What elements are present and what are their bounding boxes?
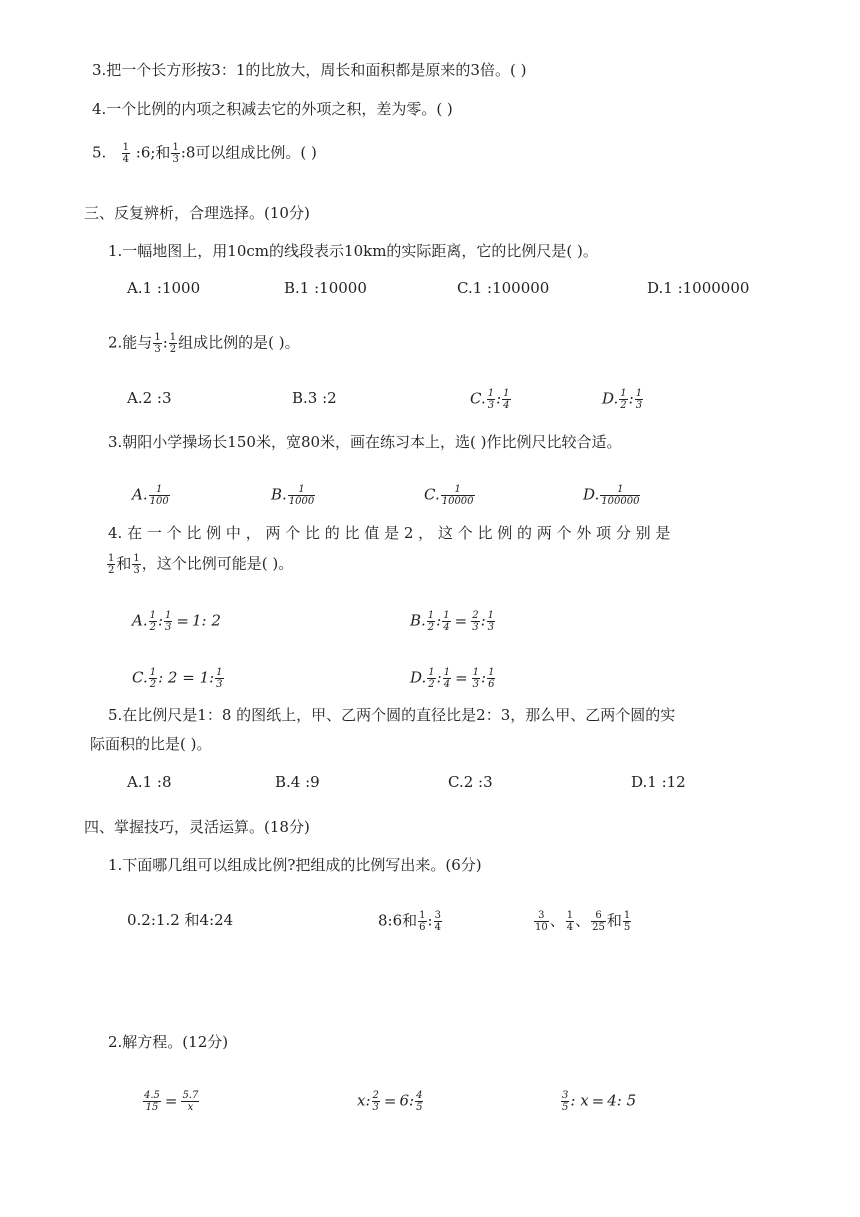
choice-q3: 3.朝阳小学操场长150米，宽80米，画在练习本上，选( )作比例尺比较合适。 bbox=[108, 433, 622, 451]
choice-q3-option-a: A. $\frac{1}{100}$ bbox=[132, 484, 169, 507]
choice-q5-option-d: D.1 :12 bbox=[631, 773, 686, 791]
choice-q5-line2: 际面积的比是( )。 bbox=[90, 735, 212, 753]
judge-q5: 5. $\frac{1}{4}$ :6;和 $\frac{1}{3}$ :8可以组成比例。( ) bbox=[92, 142, 317, 165]
choice-q5-option-c: C.2 :3 bbox=[448, 773, 493, 791]
choice-q3-option-b: B. $\frac{1}{1000}$ bbox=[271, 484, 315, 507]
choice-q1-option-c: C.1 :100000 bbox=[457, 279, 550, 297]
choice-q4-line2: $\frac{1}{2}$ 和 $\frac{1}{3}$ ，这个比例可能是( )。 bbox=[108, 553, 294, 576]
equation-2: x: $\frac{2}{3}$ = 6: $\frac{4}{5}$ bbox=[357, 1090, 423, 1113]
choice-q4-option-b: B. $\frac{1}{2}$ : $\frac{1}{4}$ = $\frac{2}{3}$ : $\frac{1}{3}$ bbox=[410, 610, 494, 633]
judge-q3: 3.把一个长方形按3：1的比放大，周长和面积都是原来的3倍。( ) bbox=[92, 61, 527, 79]
choice-q3-option-d: D. $\frac{1}{100000}$ bbox=[583, 484, 640, 507]
choice-q3-option-c: C. $\frac{1}{10000}$ bbox=[424, 484, 474, 507]
judge-q4: 4.一个比例的内项之积减去它的外项之积，差为零。( ) bbox=[92, 100, 453, 118]
choice-q4-option-c: C. $\frac{1}{2}$ : 2 = 1: $\frac{1}{3}$ bbox=[132, 667, 223, 690]
choice-q2-option-a: A.2 :3 bbox=[127, 389, 172, 407]
choice-q1-option-b: B.1 :10000 bbox=[284, 279, 367, 297]
choice-q5-option-b: B.4 :9 bbox=[275, 773, 320, 791]
calc-q1-group1: 0.2:1.2 和4:24 bbox=[127, 911, 234, 929]
section-heading-3: 三、反复辨析，合理选择。(10分) bbox=[84, 204, 310, 222]
choice-q1: 1.一幅地图上，用10cm的线段表示10km的实际距离，它的比例尺是( )。 bbox=[108, 242, 598, 260]
choice-q4-option-d: D. $\frac{1}{2}$ : $\frac{1}{4}$ = $\frac{1}{3}$ : $\frac{1}{6}$ bbox=[410, 667, 495, 690]
equation-3: $\frac{3}{5}$ : x = 4: 5 bbox=[562, 1090, 637, 1113]
choice-q2-option-b: B.3 :2 bbox=[292, 389, 337, 407]
choice-q5-line1: 5.在比例尺是1：8 的图纸上，甲、乙两个圆的直径比是2：3，那么甲、乙两个圆的实 bbox=[108, 706, 676, 724]
choice-q5-option-a: A.1 :8 bbox=[127, 773, 172, 791]
calc-q1: 1.下面哪几组可以组成比例?把组成的比例写出来。(6分) bbox=[108, 856, 482, 874]
calc-q1-group2: 8:6和 $\frac{1}{6}$ : $\frac{3}{4}$ bbox=[378, 910, 441, 933]
calc-q2: 2.解方程。(12分) bbox=[108, 1033, 229, 1051]
section-heading-4: 四、掌握技巧，灵活运算。(18分) bbox=[84, 818, 310, 836]
choice-q2-option-d: D. $\frac{1}{2}$ : $\frac{1}{3}$ bbox=[602, 388, 643, 411]
choice-q2: 2.能与 $\frac{1}{3}$ : $\frac{1}{2}$ 组成比例的是( )。 bbox=[108, 332, 300, 355]
calc-q1-group3: $\frac{3}{10}$ 、 $\frac{1}{4}$ 、 $\frac{6}{25}$ 和 $\frac{1}{5}$ bbox=[535, 910, 631, 933]
equation-1: $\frac{4.5}{15}$ = $\frac{5.7}{x}$ bbox=[144, 1090, 199, 1113]
choice-q1-option-d: D.1 :1000000 bbox=[647, 279, 750, 297]
choice-q1-option-a: A.1 :1000 bbox=[127, 279, 201, 297]
choice-q2-option-c: C. $\frac{1}{3}$ : $\frac{1}{4}$ bbox=[470, 388, 510, 411]
choice-q4-option-a: A. $\frac{1}{2}$ : $\frac{1}{3}$ = 1: 2 bbox=[132, 610, 221, 633]
choice-q4-line1: 4. 在 一 个 比 例 中 ， 两 个 比 的 比 值 是 2 ， 这 个 比 例 的 两 个 外 项 分 别 是 bbox=[108, 524, 671, 542]
